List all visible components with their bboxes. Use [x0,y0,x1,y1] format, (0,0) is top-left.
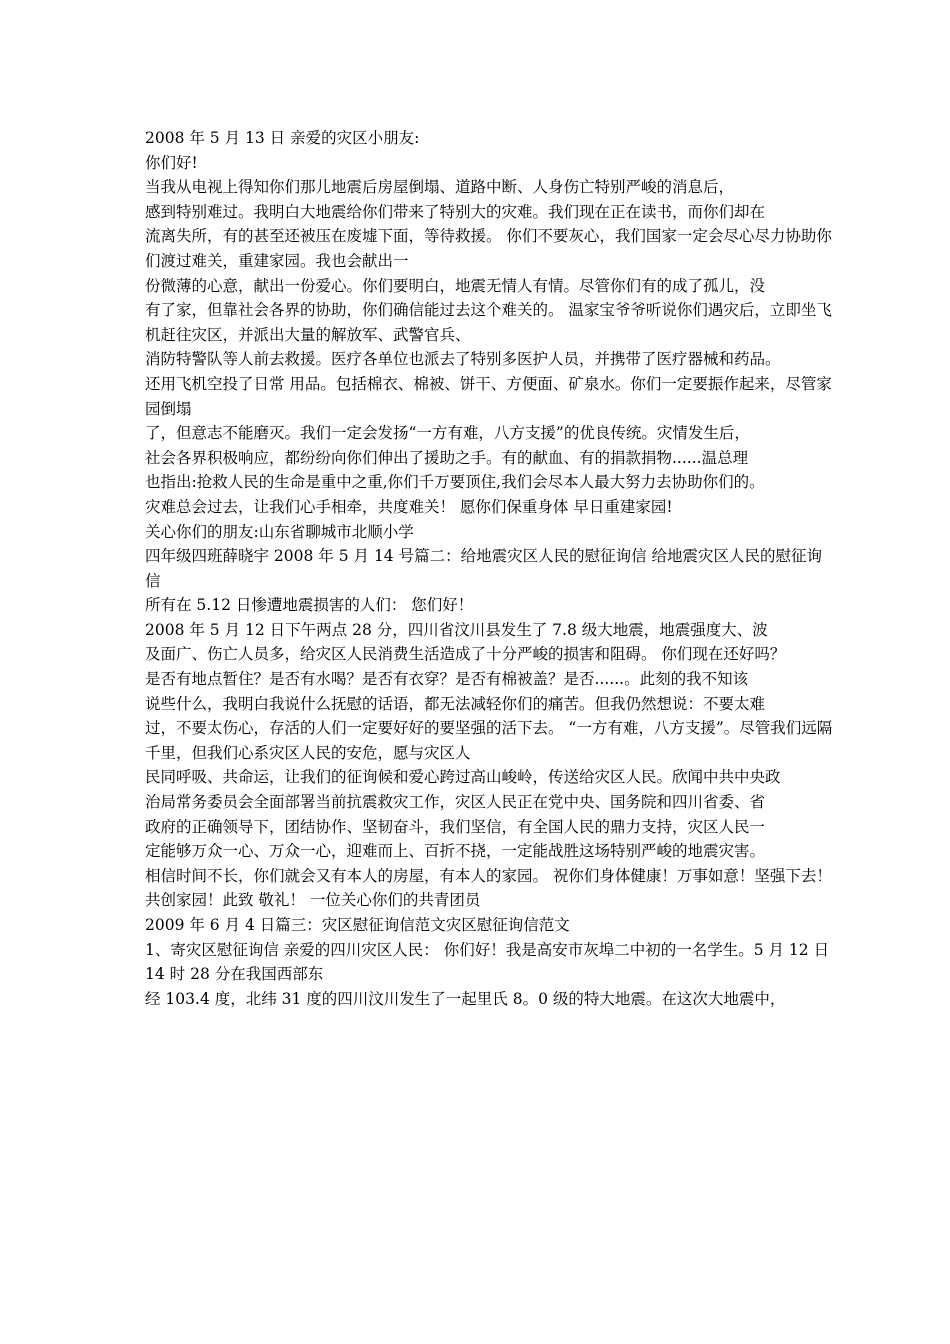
text-line: 民同呼吸、共命运，让我们的征询候和爱心跨过高山峻岭，传送给灾区人民。欣闻中共中央政 [145,768,781,787]
text-line: 有了家，但靠社会各界的协助，你们确信能过去这个难关的。 温家宝爷爷听说你们遇灾后，立即坐飞机赶往灾区，并派出大量的解放军、武警官兵、 [145,301,832,344]
text-line: 2009 年 6 月 4 日篇三：灾区慰征询信范文灾区慰征询信范文 [145,916,570,934]
text-line: 1、寄灾区慰征询信 亲爱的四川灾区人民： 你们好！我是高安市灰埠二中初的一名学生。5 月 12 日 14 时 28 分在我国西部东 [145,940,830,984]
text-line: 还用飞机空投了日常 用品。包括棉衣、棉被、饼干、方便面、矿泉水。你们一定要振作起来，尽管家园倒塌 [145,374,832,418]
text-line: 份微薄的心意，献出一份爱心。你们要明白，地震无情人有情。尽管你们有的成了孤儿，没 [145,276,766,295]
text-line: 你们好! [145,153,198,172]
text-line: 治局常务委员会全面部署当前抗震救灾工作，灾区人民正在党中央、国务院和四川省委、省 [145,793,766,812]
document-body [145,126,835,1011]
text-line: 2008 年 5 月 13 日 亲爱的灾区小朋友: [145,129,420,147]
text-line: 消防特警队等人前去救援。医疗各单位也派去了特别多医护人员，并携带了医疗器械和药品。 [145,350,781,369]
text-line: 关心你们的朋友:山东省聊城市北顺小学 [145,522,414,541]
text-line: 流离失所，有的甚至还被压在废墟下面，等待救援。 你们不要灰心，我们国家一定会尽心尽力协助你们渡过难关，重建家园。我也会献出一 [145,227,832,270]
text-line: 当我从电视上得知你们那儿地震后房屋倒塌、道路中断、人身伤亡特别严峻的消息后， [145,178,735,197]
text-line: 2008 年 5 月 12 日下午两点 28 分，四川省汶川县发生了 7.8 级大地震，地震强度大、波 [145,620,768,639]
text-line: 相信时间不长，你们就会又有本人的房屋，有本人的家园。 祝你们身体健康！万事如意！坚强下去！共创家园！此致 敬礼！ 一位关心你们的共青团员 [145,866,832,910]
text-line: 感到特别难过。我明白大地震给你们带来了特别大的灾难。我们现在正在读书，而你们却在 [145,202,766,221]
text-line: 经 103.4 度，北纬 31 度的四川汶川发生了一起里氏 8。0 级的特大地震。在这次大地震中， [145,989,786,1008]
text-line: 定能够万众一心、万众一心，迎难而上、百折不挠，一定能战胜这场特别严峻的地震灾害。 [145,842,766,861]
text-line: 所有在 5.12 日惨遭地震损害的人们： 您们好！ [145,596,474,615]
text-line: 了，但意志不能磨灭。我们一定会发扬“一方有难，八方支援”的优良传统。灾情发生后， [145,424,750,443]
text-line: 也指出:抢救人民的生命是重中之重,你们千万要顶住,我们会尽本人最大努力去协助你们的。 [145,473,765,492]
text-line: 四年级四班薛晓宇 2008 年 5 月 14 号篇二：给地震灾区人民的慰征询信 给地震灾区人民的慰征询信 [145,547,823,590]
text-line: 是否有地点暂住？是否有水喝？是否有衣穿？是否有棉被盖？是否......。此刻的我不知该 [145,670,749,689]
text-line: 过，不要太伤心，存活的人们一定要好好的要坚强的活下去。 “一方有难，八方支援”。尽管我们远隔千里，但我们心系灾区人民的安危，愿与灾区人 [145,719,833,762]
text-line: 及面广、伤亡人员多，给灾区人民消费生活造成了十分严峻的损害和阻碍。 你们现在还好吗？ [145,645,786,664]
text-line: 政府的正确领导下，团结协作、坚韧奋斗，我们坚信，有全国人民的鼎力支持，灾区人民一 [145,817,766,836]
text-line: 灾难总会过去，让我们心手相牵，共度难关！ 愿你们保重身体 早日重建家园! [145,497,673,516]
text-line: 说些什么，我明白我说什么抚慰的话语，都无法减轻你们的痛苦。但我仍然想说：不要太难 [145,694,766,713]
text-line: 社会各界积极响应，都纷纷向你们伸出了援助之手。有的献血、有的捐款捐物......温总理 [145,448,749,467]
